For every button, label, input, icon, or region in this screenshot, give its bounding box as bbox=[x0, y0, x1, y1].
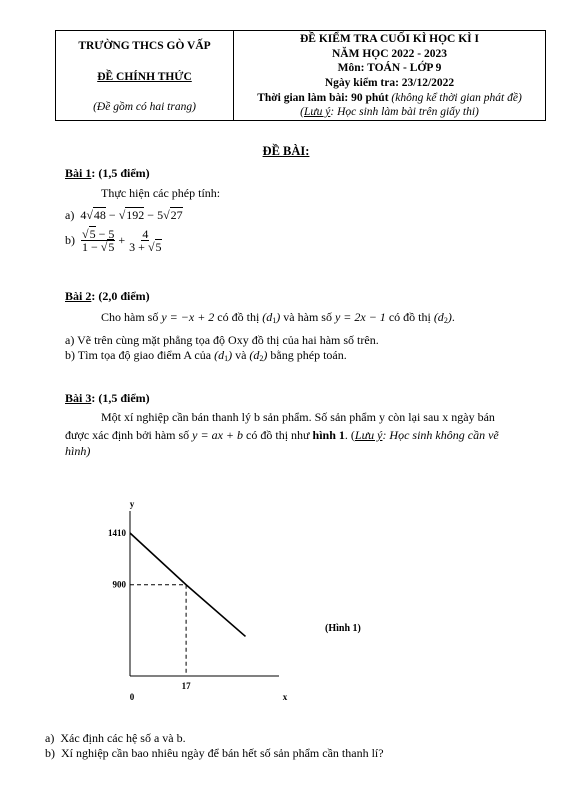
note-open: ( bbox=[300, 106, 304, 118]
function: y = ax + b bbox=[192, 428, 244, 442]
bai1-points: : (1,5 điểm) bbox=[91, 166, 150, 180]
time-line bbox=[234, 92, 545, 104]
bai2-a: a) Vẽ trên cùng mặt phẳng tọa độ Oxy đồ thị của hai hàm số trên. bbox=[65, 333, 379, 347]
bai1-a-expression: 4√48 − √192 − 5√27 bbox=[80, 208, 183, 222]
figure-ref: hình 1 bbox=[312, 428, 345, 442]
text: bằng phép toán. bbox=[267, 348, 347, 362]
d2: (d bbox=[433, 310, 444, 324]
d1-sub: 1 bbox=[224, 354, 229, 363]
text: và bbox=[232, 348, 250, 362]
y-tick-label: 1410 bbox=[108, 528, 126, 538]
note-label: Lưu ý bbox=[303, 106, 331, 118]
coef-4: 4 bbox=[80, 208, 87, 222]
bai1-a-label: a) bbox=[65, 208, 75, 222]
paren: ) bbox=[447, 310, 452, 324]
note-text: : Học sinh làm bài trên giấy thi) bbox=[330, 106, 479, 118]
bai1-heading bbox=[65, 166, 150, 181]
bai1-label: Bài 1 bbox=[65, 166, 92, 180]
text: có đồ thị bbox=[385, 310, 434, 324]
bai3-line2 bbox=[65, 428, 499, 443]
d2-sub: 2 bbox=[443, 316, 448, 325]
school-year: NĂM HỌC 2022 - 2023 bbox=[332, 48, 447, 60]
school-name: TRƯỜNG THCS GÒ VẤP bbox=[78, 40, 211, 52]
bai1-intro: Thực hiện các phép tính: bbox=[101, 186, 221, 200]
note-text: : Học sinh không cần vẽ bbox=[382, 428, 499, 442]
period: . bbox=[451, 310, 455, 324]
x-axis-label: x bbox=[282, 692, 288, 702]
bai1-b bbox=[65, 228, 163, 253]
page-title: ĐỀ BÀI: bbox=[262, 144, 310, 158]
bai3-points: : (1,5 điểm) bbox=[91, 391, 150, 405]
figure-1-graph bbox=[95, 495, 305, 705]
d1: (d bbox=[214, 348, 225, 362]
d1: (d bbox=[262, 310, 273, 324]
root-27: 27 bbox=[170, 208, 183, 222]
root-48: 48 bbox=[93, 208, 106, 222]
minus-5: − 5 bbox=[95, 227, 115, 241]
bai1-b-label: b) bbox=[65, 233, 75, 247]
root-192: 192 bbox=[126, 208, 145, 222]
den-1: 1 − bbox=[82, 240, 101, 254]
text: được xác định bởi hàm số bbox=[65, 428, 193, 442]
paren: ) bbox=[228, 348, 233, 362]
y-axis-label: y bbox=[129, 499, 135, 509]
figure-label: (Hình 1) bbox=[325, 623, 361, 634]
bai3-line3: hình) bbox=[65, 444, 91, 458]
num-4: 4 bbox=[142, 227, 149, 241]
subject: Môn: TOÁN - LỚP 9 bbox=[337, 62, 442, 74]
qb-text: Xí nghiệp cần bao nhiêu ngày để bán hết số sản phẩm cần thanh lí? bbox=[61, 746, 384, 760]
d2: (d bbox=[249, 348, 260, 362]
time-note: (không kể thời gian phát đề) bbox=[391, 92, 522, 104]
header-right bbox=[234, 31, 545, 120]
minus-5: − 5 bbox=[144, 208, 164, 222]
text: và hàm số bbox=[280, 310, 335, 324]
bai3-line1: Một xí nghiệp cần bán thanh lý b sản phẩm. Số sản phẩm y còn lại sau x ngày bán bbox=[101, 410, 495, 424]
bai2-b bbox=[65, 348, 347, 363]
origin-label: 0 bbox=[129, 692, 135, 702]
note-label: Lưu ý bbox=[354, 428, 383, 442]
root-5: 5 bbox=[108, 240, 115, 254]
qa-text: Xác định các hệ số a và b. bbox=[60, 731, 186, 745]
function-2: y = 2x − 1 bbox=[334, 310, 386, 324]
minus-sign: − bbox=[105, 208, 119, 222]
bai3-qa bbox=[45, 731, 186, 746]
d1-sub: 1 bbox=[272, 316, 277, 325]
bai3-heading bbox=[65, 391, 150, 406]
header-left bbox=[56, 31, 234, 120]
qb-label: b) bbox=[45, 746, 55, 760]
fraction-1: $\frac{√5 - 5}{1 - √5}$ bbox=[82, 227, 115, 254]
text: b) Tìm tọa độ giao điểm A của bbox=[65, 348, 215, 362]
bai1-a bbox=[65, 208, 183, 223]
bai2-label: Bài 2 bbox=[65, 289, 92, 303]
bai2-intro bbox=[101, 310, 455, 325]
y-tick-label: 900 bbox=[112, 579, 126, 590]
paren: ) bbox=[263, 348, 268, 362]
text: Cho hàm số bbox=[101, 310, 162, 324]
function-1: y = −x + 2 bbox=[161, 310, 215, 324]
note-line bbox=[234, 106, 545, 118]
qa-label: a) bbox=[45, 731, 55, 745]
time-label: Thời gian làm bài: 90 phút bbox=[257, 92, 389, 104]
plus-sign: + bbox=[115, 233, 129, 247]
exam-title: ĐỀ KIỂM TRA CUỐI KÌ HỌC KÌ I bbox=[299, 33, 480, 45]
text: . ( bbox=[344, 428, 355, 442]
exam-date: Ngày kiểm tra: 23/12/2022 bbox=[324, 77, 455, 89]
fraction-2: $\frac{4}{3 + √5}$ bbox=[129, 227, 162, 254]
bai3-qb bbox=[45, 746, 384, 761]
den-3: 3 + bbox=[129, 240, 148, 254]
root-5: 5 bbox=[89, 227, 96, 241]
d2-sub: 2 bbox=[259, 354, 264, 363]
bai2-heading bbox=[65, 289, 150, 304]
bai2-points: : (2,0 điểm) bbox=[91, 289, 150, 303]
header-box bbox=[55, 30, 546, 121]
text: có đồ thị như bbox=[243, 428, 313, 442]
bai3-label: Bài 3 bbox=[65, 391, 92, 405]
paren: ) bbox=[276, 310, 281, 324]
x-tick-label: 17 bbox=[181, 681, 191, 691]
text: có đồ thị bbox=[214, 310, 263, 324]
root-5: 5 bbox=[155, 240, 162, 254]
official-label: ĐỀ CHÍNH THỨC bbox=[97, 71, 192, 83]
pages-note: (Đề gồm có hai trang) bbox=[93, 101, 196, 113]
